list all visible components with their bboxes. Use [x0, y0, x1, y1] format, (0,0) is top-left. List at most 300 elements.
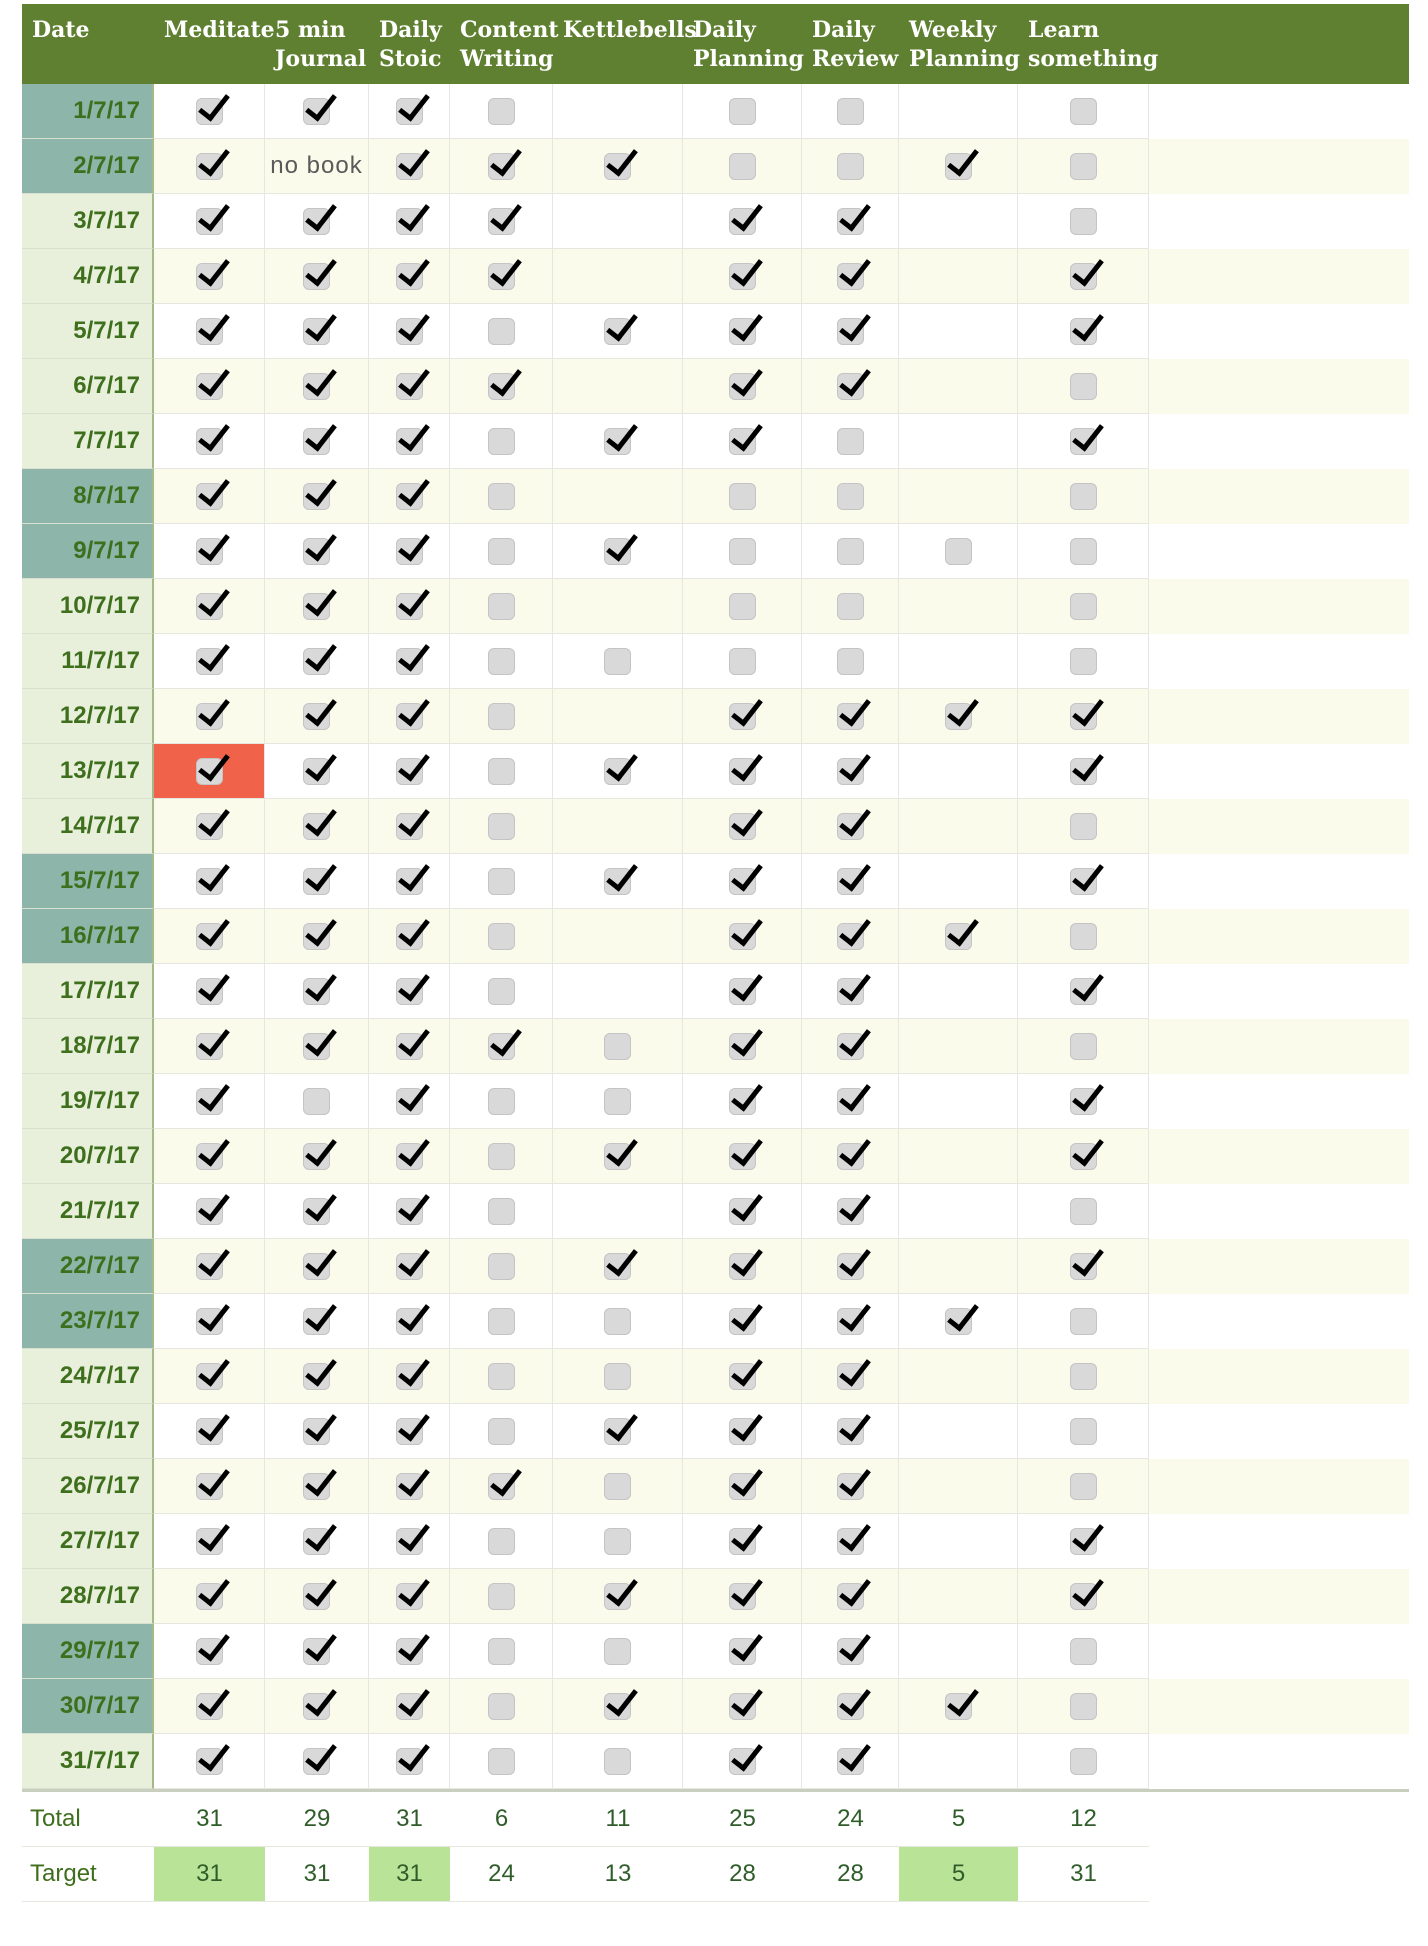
checkbox-checked-icon[interactable]: [303, 538, 330, 565]
checkbox-checked-icon[interactable]: [604, 1418, 631, 1445]
checkbox-checked-icon[interactable]: [196, 1033, 223, 1060]
checkbox-checked-icon[interactable]: [1070, 978, 1097, 1005]
checkbox-checked-icon[interactable]: [1070, 428, 1097, 455]
habit-cell-daily-review: [802, 1294, 899, 1349]
column-header-5-min-journal: 5 min Journal: [275, 17, 367, 72]
checkbox-checked-icon[interactable]: [604, 1253, 631, 1280]
habit-cell-content-writing: [450, 1129, 553, 1184]
checkbox-checked-icon[interactable]: [196, 1583, 223, 1610]
checkbox-unchecked-icon[interactable]: [488, 1198, 515, 1225]
checkbox-unchecked-icon[interactable]: [729, 538, 756, 565]
checkbox-checked-icon[interactable]: [945, 923, 972, 950]
checkbox-unchecked-icon[interactable]: [488, 978, 515, 1005]
habit-cell-daily-stoic: [369, 579, 450, 634]
checkbox-unchecked-icon[interactable]: [729, 593, 756, 620]
checkbox-checked-icon[interactable]: [396, 813, 423, 840]
checkbox-unchecked-icon[interactable]: [488, 703, 515, 730]
checkbox-unchecked-icon[interactable]: [488, 923, 515, 950]
checkbox-checked-icon[interactable]: [196, 373, 223, 400]
checkbox-unchecked-icon[interactable]: [488, 98, 515, 125]
habit-cell-5-min-journal: [265, 1569, 369, 1624]
checkbox-checked-icon[interactable]: [945, 1308, 972, 1335]
checkbox-checked-icon[interactable]: [396, 923, 423, 950]
habit-cell-learn-something: [1018, 579, 1149, 634]
habit-cell-5-min-journal: [265, 1074, 369, 1129]
checkbox-checked-icon[interactable]: [196, 318, 223, 345]
checkbox-checked-icon[interactable]: [196, 1363, 223, 1390]
totals-value-daily-stoic: 31: [369, 1792, 450, 1847]
checkbox-checked-icon[interactable]: [303, 648, 330, 675]
checkbox-unchecked-icon[interactable]: [1070, 98, 1097, 125]
checkbox-checked-icon[interactable]: [396, 1473, 423, 1500]
checkbox-checked-icon[interactable]: [1070, 318, 1097, 345]
checkbox-checked-icon[interactable]: [303, 593, 330, 620]
checkbox-checked-icon[interactable]: [196, 1308, 223, 1335]
checkbox-checked-icon[interactable]: [729, 1583, 756, 1610]
checkbox-unchecked-icon[interactable]: [1070, 1748, 1097, 1775]
checkbox-checked-icon[interactable]: [196, 1418, 223, 1445]
checkbox-checked-icon[interactable]: [604, 868, 631, 895]
checkbox-checked-icon[interactable]: [729, 703, 756, 730]
checkbox-checked-icon[interactable]: [196, 1528, 223, 1555]
checkbox-checked-icon[interactable]: [303, 318, 330, 345]
checkbox-unchecked-icon[interactable]: [488, 593, 515, 620]
checkbox-checked-icon[interactable]: [196, 153, 223, 180]
date-cell: 20/7/17: [22, 1129, 154, 1184]
checkbox-checked-icon[interactable]: [303, 428, 330, 455]
checkbox-checked-icon[interactable]: [729, 1088, 756, 1115]
habit-cell-daily-stoic: [369, 744, 450, 799]
checkbox-unchecked-icon[interactable]: [1070, 1033, 1097, 1060]
checkbox-checked-icon[interactable]: [396, 758, 423, 785]
checkbox-checked-icon[interactable]: [837, 978, 864, 1005]
checkbox-checked-icon[interactable]: [396, 1748, 423, 1775]
checkbox-checked-icon[interactable]: [396, 703, 423, 730]
habit-cell-kettlebells: [553, 414, 683, 469]
habit-cell-daily-stoic: [369, 964, 450, 1019]
checkbox-checked-icon[interactable]: [837, 1088, 864, 1115]
checkbox-checked-icon[interactable]: [604, 1583, 631, 1610]
checkbox-unchecked-icon[interactable]: [1070, 1638, 1097, 1665]
habit-cell-5-min-journal: [265, 854, 369, 909]
checkbox-checked-icon[interactable]: [303, 1253, 330, 1280]
habit-cell-weekly-planning: [899, 579, 1018, 634]
checkbox-checked-icon[interactable]: [303, 758, 330, 785]
checkbox-checked-icon[interactable]: [837, 1748, 864, 1775]
checkbox-unchecked-icon[interactable]: [1070, 1418, 1097, 1445]
checkbox-checked-icon[interactable]: [303, 978, 330, 1005]
checkbox-checked-icon[interactable]: [604, 318, 631, 345]
checkbox-checked-icon[interactable]: [303, 263, 330, 290]
checkbox-checked-icon[interactable]: [729, 1693, 756, 1720]
checkbox-checked-icon[interactable]: [396, 98, 423, 125]
habit-cell-daily-review: [802, 1734, 899, 1789]
checkbox-checked-icon[interactable]: [396, 1308, 423, 1335]
checkbox-checked-icon[interactable]: [396, 483, 423, 510]
checkbox-unchecked-icon[interactable]: [604, 1473, 631, 1500]
checkbox-checked-icon[interactable]: [488, 208, 515, 235]
checkbox-checked-icon[interactable]: [837, 1528, 864, 1555]
checkbox-unchecked-icon[interactable]: [488, 1418, 515, 1445]
checkbox-checked-icon[interactable]: [303, 1693, 330, 1720]
checkbox-unchecked-icon[interactable]: [1070, 813, 1097, 840]
habit-cell-daily-review: [802, 1459, 899, 1514]
targets-value-daily-stoic: 31: [369, 1847, 450, 1902]
checkbox-checked-icon[interactable]: [729, 1143, 756, 1170]
checkbox-checked-icon[interactable]: [604, 428, 631, 455]
checkbox-unchecked-icon[interactable]: [488, 1308, 515, 1335]
checkbox-checked-icon[interactable]: [604, 1693, 631, 1720]
checkbox-checked-icon[interactable]: [303, 868, 330, 895]
checkbox-unchecked-icon[interactable]: [1070, 538, 1097, 565]
checkbox-checked-icon[interactable]: [396, 1143, 423, 1170]
checkbox-checked-icon[interactable]: [837, 923, 864, 950]
checkbox-unchecked-icon[interactable]: [729, 98, 756, 125]
checkbox-checked-icon[interactable]: [196, 98, 223, 125]
habit-cell-kettlebells: [553, 1239, 683, 1294]
date-cell: 10/7/17: [22, 579, 154, 634]
checkbox-checked-icon[interactable]: [196, 208, 223, 235]
checkbox-checked-icon[interactable]: [196, 868, 223, 895]
checkbox-checked-icon[interactable]: [837, 1363, 864, 1390]
checkbox-checked-icon[interactable]: [488, 1473, 515, 1500]
checkbox-checked-icon[interactable]: [488, 153, 515, 180]
checkbox-unchecked-icon[interactable]: [837, 483, 864, 510]
checkbox-checked-icon[interactable]: [729, 208, 756, 235]
checkbox-checked-icon[interactable]: [837, 813, 864, 840]
checkbox-unchecked-icon[interactable]: [488, 1583, 515, 1610]
checkbox-checked-icon[interactable]: [837, 373, 864, 400]
habit-cell-daily-stoic: [369, 1569, 450, 1624]
checkbox-checked-icon[interactable]: [396, 1088, 423, 1115]
checkbox-checked-icon[interactable]: [303, 1308, 330, 1335]
checkbox-unchecked-icon[interactable]: [488, 758, 515, 785]
checkbox-checked-icon[interactable]: [196, 703, 223, 730]
checkbox-unchecked-icon[interactable]: [1070, 923, 1097, 950]
checkbox-checked-icon[interactable]: [303, 1033, 330, 1060]
checkbox-checked-icon[interactable]: [196, 1748, 223, 1775]
checkbox-checked-icon[interactable]: [945, 1693, 972, 1720]
checkbox-checked-icon[interactable]: [1070, 1088, 1097, 1115]
checkbox-unchecked-icon[interactable]: [837, 98, 864, 125]
checkbox-checked-icon[interactable]: [196, 1473, 223, 1500]
checkbox-checked-icon[interactable]: [729, 1528, 756, 1555]
checkbox-unchecked-icon[interactable]: [488, 1088, 515, 1115]
checkbox-checked-icon[interactable]: [729, 373, 756, 400]
checkbox-checked-icon[interactable]: [729, 868, 756, 895]
table-row: [22, 84, 1409, 139]
habit-cell-daily-stoic: [369, 249, 450, 304]
checkbox-checked-icon[interactable]: [837, 1253, 864, 1280]
checkbox-unchecked-icon[interactable]: [837, 428, 864, 455]
checkbox-checked-icon[interactable]: [729, 813, 756, 840]
checkbox-checked-icon[interactable]: [729, 1638, 756, 1665]
checkbox-checked-icon[interactable]: [837, 868, 864, 895]
checkbox-unchecked-icon[interactable]: [604, 1528, 631, 1555]
habit-cell-content-writing: [450, 964, 553, 1019]
checkbox-checked-icon[interactable]: [729, 1253, 756, 1280]
checkbox-unchecked-icon[interactable]: [303, 1088, 330, 1115]
checkbox-checked-icon[interactable]: [303, 1418, 330, 1445]
checkbox-checked-icon[interactable]: [196, 1198, 223, 1225]
checkbox-checked-icon[interactable]: [837, 758, 864, 785]
checkbox-unchecked-icon[interactable]: [837, 538, 864, 565]
checkbox-checked-icon[interactable]: [303, 703, 330, 730]
checkbox-checked-icon[interactable]: [837, 1418, 864, 1445]
checkbox-unchecked-icon[interactable]: [604, 1033, 631, 1060]
checkbox-unchecked-icon[interactable]: [1070, 153, 1097, 180]
habit-cell-daily-review: [802, 854, 899, 909]
habit-cell-kettlebells: [553, 1679, 683, 1734]
checkbox-checked-icon[interactable]: [196, 483, 223, 510]
checkbox-unchecked-icon[interactable]: [1070, 208, 1097, 235]
checkbox-checked-icon[interactable]: [303, 483, 330, 510]
checkbox-unchecked-icon[interactable]: [488, 1363, 515, 1390]
checkbox-checked-icon[interactable]: [396, 1363, 423, 1390]
habit-cell-daily-stoic: [369, 414, 450, 469]
habit-cell-daily-review: [802, 1019, 899, 1074]
habit-cell-daily-planning: [683, 799, 802, 854]
checkbox-checked-icon[interactable]: [729, 978, 756, 1005]
checkbox-checked-icon[interactable]: [1070, 263, 1097, 290]
habit-cell-meditate: [154, 964, 265, 1019]
checkbox-unchecked-icon[interactable]: [837, 593, 864, 620]
date-cell: 30/7/17: [22, 1679, 154, 1734]
checkbox-checked-icon[interactable]: [837, 1693, 864, 1720]
checkbox-checked-icon[interactable]: [196, 923, 223, 950]
checkbox-checked-icon[interactable]: [837, 1583, 864, 1610]
checkbox-checked-icon[interactable]: [196, 1253, 223, 1280]
checkbox-checked-icon[interactable]: [604, 758, 631, 785]
checkbox-checked-icon[interactable]: [196, 648, 223, 675]
checkbox-checked-icon[interactable]: [303, 1748, 330, 1775]
habit-cell-5-min-journal: [265, 1459, 369, 1514]
checkbox-checked-icon[interactable]: [837, 1473, 864, 1500]
checkbox-checked-icon[interactable]: [196, 1693, 223, 1720]
habit-cell-weekly-planning: [899, 1404, 1018, 1459]
checkbox-checked-icon[interactable]: [396, 428, 423, 455]
checkbox-checked-icon[interactable]: [837, 1308, 864, 1335]
checkbox-checked-icon[interactable]: [837, 1638, 864, 1665]
checkbox-checked-icon[interactable]: [303, 1583, 330, 1610]
checkbox-unchecked-icon[interactable]: [604, 1638, 631, 1665]
checkbox-checked-icon[interactable]: [729, 1748, 756, 1775]
date-cell: 24/7/17: [22, 1349, 154, 1404]
checkbox-unchecked-icon[interactable]: [488, 1638, 515, 1665]
checkbox-unchecked-icon[interactable]: [488, 428, 515, 455]
checkbox-checked-icon[interactable]: [488, 373, 515, 400]
habit-cell-meditate: [154, 1129, 265, 1184]
checkbox-checked-icon[interactable]: [396, 1583, 423, 1610]
checkbox-checked-icon[interactable]: [196, 1638, 223, 1665]
checkbox-unchecked-icon[interactable]: [604, 648, 631, 675]
checkbox-unchecked-icon[interactable]: [488, 868, 515, 895]
checkbox-checked-icon[interactable]: [396, 1638, 423, 1665]
column-header-daily-review: Daily Review: [812, 17, 899, 72]
checkbox-checked-icon[interactable]: [303, 1363, 330, 1390]
checkbox-unchecked-icon[interactable]: [488, 318, 515, 345]
checkbox-checked-icon[interactable]: [729, 1033, 756, 1060]
habit-cell-content-writing: [450, 139, 553, 194]
checkbox-checked-icon[interactable]: [396, 593, 423, 620]
checkbox-checked-icon[interactable]: [396, 153, 423, 180]
checkbox-checked-icon[interactable]: [604, 1143, 631, 1170]
habit-cell-daily-planning: [683, 1184, 802, 1239]
checkbox-checked-icon[interactable]: [196, 263, 223, 290]
checkbox-checked-icon[interactable]: [945, 153, 972, 180]
checkbox-checked-icon[interactable]: [196, 428, 223, 455]
checkbox-unchecked-icon[interactable]: [1070, 1473, 1097, 1500]
checkbox-checked-icon[interactable]: [729, 1308, 756, 1335]
habit-cell-daily-stoic: [369, 1734, 450, 1789]
checkbox-checked-icon[interactable]: [837, 263, 864, 290]
checkbox-unchecked-icon[interactable]: [604, 1748, 631, 1775]
checkbox-checked-icon[interactable]: [196, 813, 223, 840]
checkbox-checked-icon[interactable]: [196, 593, 223, 620]
checkbox-unchecked-icon[interactable]: [488, 813, 515, 840]
checkbox-unchecked-icon[interactable]: [1070, 1308, 1097, 1335]
habit-cell-daily-planning: [683, 744, 802, 799]
checkbox-unchecked-icon[interactable]: [1070, 648, 1097, 675]
checkbox-checked-icon[interactable]: [729, 318, 756, 345]
checkbox-checked-icon[interactable]: [303, 1528, 330, 1555]
habit-cell-kettlebells: [553, 799, 683, 854]
checkbox-checked-icon[interactable]: [303, 208, 330, 235]
checkbox-checked-icon[interactable]: [396, 868, 423, 895]
checkbox-checked-icon[interactable]: [729, 758, 756, 785]
checkbox-unchecked-icon[interactable]: [1070, 483, 1097, 510]
habit-cell-daily-planning: [683, 139, 802, 194]
totals-label: Total: [22, 1792, 154, 1847]
checkbox-checked-icon[interactable]: [196, 1143, 223, 1170]
checkbox-unchecked-icon[interactable]: [1070, 1363, 1097, 1390]
checkbox-unchecked-icon[interactable]: [1070, 1693, 1097, 1720]
checkbox-checked-icon[interactable]: [303, 923, 330, 950]
checkbox-unchecked-icon[interactable]: [488, 1528, 515, 1555]
checkbox-checked-icon[interactable]: [729, 1418, 756, 1445]
checkbox-unchecked-icon[interactable]: [488, 483, 515, 510]
checkbox-checked-icon[interactable]: [196, 758, 223, 785]
checkbox-checked-icon[interactable]: [837, 1143, 864, 1170]
checkbox-checked-icon[interactable]: [729, 1198, 756, 1225]
habit-cell-daily-stoic: [369, 139, 450, 194]
checkbox-checked-icon[interactable]: [729, 1363, 756, 1390]
checkbox-checked-icon[interactable]: [1070, 868, 1097, 895]
checkbox-checked-icon[interactable]: [396, 208, 423, 235]
checkbox-unchecked-icon[interactable]: [837, 648, 864, 675]
checkbox-unchecked-icon[interactable]: [1070, 373, 1097, 400]
checkbox-checked-icon[interactable]: [303, 1143, 330, 1170]
habit-cell-5-min-journal: [265, 1624, 369, 1679]
checkbox-unchecked-icon[interactable]: [488, 1253, 515, 1280]
checkbox-checked-icon[interactable]: [396, 1693, 423, 1720]
checkbox-unchecked-icon[interactable]: [488, 1143, 515, 1170]
habit-cell-daily-planning: [683, 359, 802, 414]
checkbox-checked-icon[interactable]: [396, 263, 423, 290]
checkbox-checked-icon[interactable]: [1070, 703, 1097, 730]
checkbox-checked-icon[interactable]: [303, 1473, 330, 1500]
checkbox-checked-icon[interactable]: [196, 538, 223, 565]
checkbox-checked-icon[interactable]: [303, 1198, 330, 1225]
checkbox-checked-icon[interactable]: [488, 263, 515, 290]
checkbox-checked-icon[interactable]: [1070, 1528, 1097, 1555]
date-cell: 7/7/17: [22, 414, 154, 469]
checkbox-checked-icon[interactable]: [396, 1033, 423, 1060]
checkbox-checked-icon[interactable]: [396, 1528, 423, 1555]
checkbox-checked-icon[interactable]: [729, 263, 756, 290]
checkbox-unchecked-icon[interactable]: [604, 1308, 631, 1335]
checkbox-checked-icon[interactable]: [729, 1473, 756, 1500]
checkbox-checked-icon[interactable]: [945, 703, 972, 730]
checkbox-checked-icon[interactable]: [837, 703, 864, 730]
checkbox-checked-icon[interactable]: [837, 318, 864, 345]
checkbox-checked-icon[interactable]: [837, 1033, 864, 1060]
checkbox-unchecked-icon[interactable]: [1070, 593, 1097, 620]
checkbox-unchecked-icon[interactable]: [837, 153, 864, 180]
checkbox-unchecked-icon[interactable]: [729, 648, 756, 675]
checkbox-unchecked-icon[interactable]: [945, 538, 972, 565]
checkbox-checked-icon[interactable]: [396, 1198, 423, 1225]
checkbox-unchecked-icon[interactable]: [488, 538, 515, 565]
checkbox-checked-icon[interactable]: [837, 208, 864, 235]
checkbox-checked-icon[interactable]: [303, 373, 330, 400]
habit-cell-learn-something: [1018, 1129, 1149, 1184]
checkbox-checked-icon[interactable]: [196, 1088, 223, 1115]
habit-cell-learn-something: [1018, 524, 1149, 579]
checkbox-checked-icon[interactable]: [837, 1198, 864, 1225]
checkbox-checked-icon[interactable]: [1070, 1583, 1097, 1610]
date-cell: 12/7/17: [22, 689, 154, 744]
checkbox-unchecked-icon[interactable]: [488, 648, 515, 675]
checkbox-checked-icon[interactable]: [1070, 1143, 1097, 1170]
checkbox-unchecked-icon[interactable]: [729, 153, 756, 180]
checkbox-checked-icon[interactable]: [303, 1638, 330, 1665]
checkbox-checked-icon[interactable]: [396, 538, 423, 565]
habit-cell-learn-something: [1018, 414, 1149, 469]
checkbox-checked-icon[interactable]: [729, 428, 756, 455]
checkbox-unchecked-icon[interactable]: [729, 483, 756, 510]
habit-cell-weekly-planning: [899, 1074, 1018, 1129]
habit-cell-weekly-planning: [899, 139, 1018, 194]
checkbox-checked-icon[interactable]: [396, 1253, 423, 1280]
checkbox-checked-icon[interactable]: [396, 318, 423, 345]
checkbox-checked-icon[interactable]: [1070, 1253, 1097, 1280]
checkbox-unchecked-icon[interactable]: [604, 1363, 631, 1390]
habit-cell-learn-something: [1018, 1459, 1149, 1514]
checkbox-unchecked-icon[interactable]: [488, 1748, 515, 1775]
habit-cell-kettlebells: [553, 84, 683, 139]
checkbox-checked-icon[interactable]: [396, 373, 423, 400]
checkbox-checked-icon[interactable]: [604, 153, 631, 180]
table-row: [22, 1074, 1409, 1129]
checkbox-checked-icon[interactable]: [196, 978, 223, 1005]
checkbox-checked-icon[interactable]: [303, 813, 330, 840]
checkbox-checked-icon[interactable]: [396, 648, 423, 675]
column-header-date: Date: [32, 17, 90, 43]
checkbox-checked-icon[interactable]: [396, 1418, 423, 1445]
checkbox-checked-icon[interactable]: [303, 98, 330, 125]
checkbox-checked-icon[interactable]: [1070, 758, 1097, 785]
checkbox-unchecked-icon[interactable]: [1070, 1198, 1097, 1225]
checkbox-checked-icon[interactable]: [396, 978, 423, 1005]
checkbox-unchecked-icon[interactable]: [488, 1693, 515, 1720]
totals-value-daily-planning: 25: [683, 1792, 802, 1847]
checkbox-checked-icon[interactable]: [604, 538, 631, 565]
checkbox-checked-icon[interactable]: [488, 1033, 515, 1060]
table-row: [22, 1459, 1409, 1514]
checkbox-unchecked-icon[interactable]: [604, 1088, 631, 1115]
checkbox-checked-icon[interactable]: [729, 923, 756, 950]
